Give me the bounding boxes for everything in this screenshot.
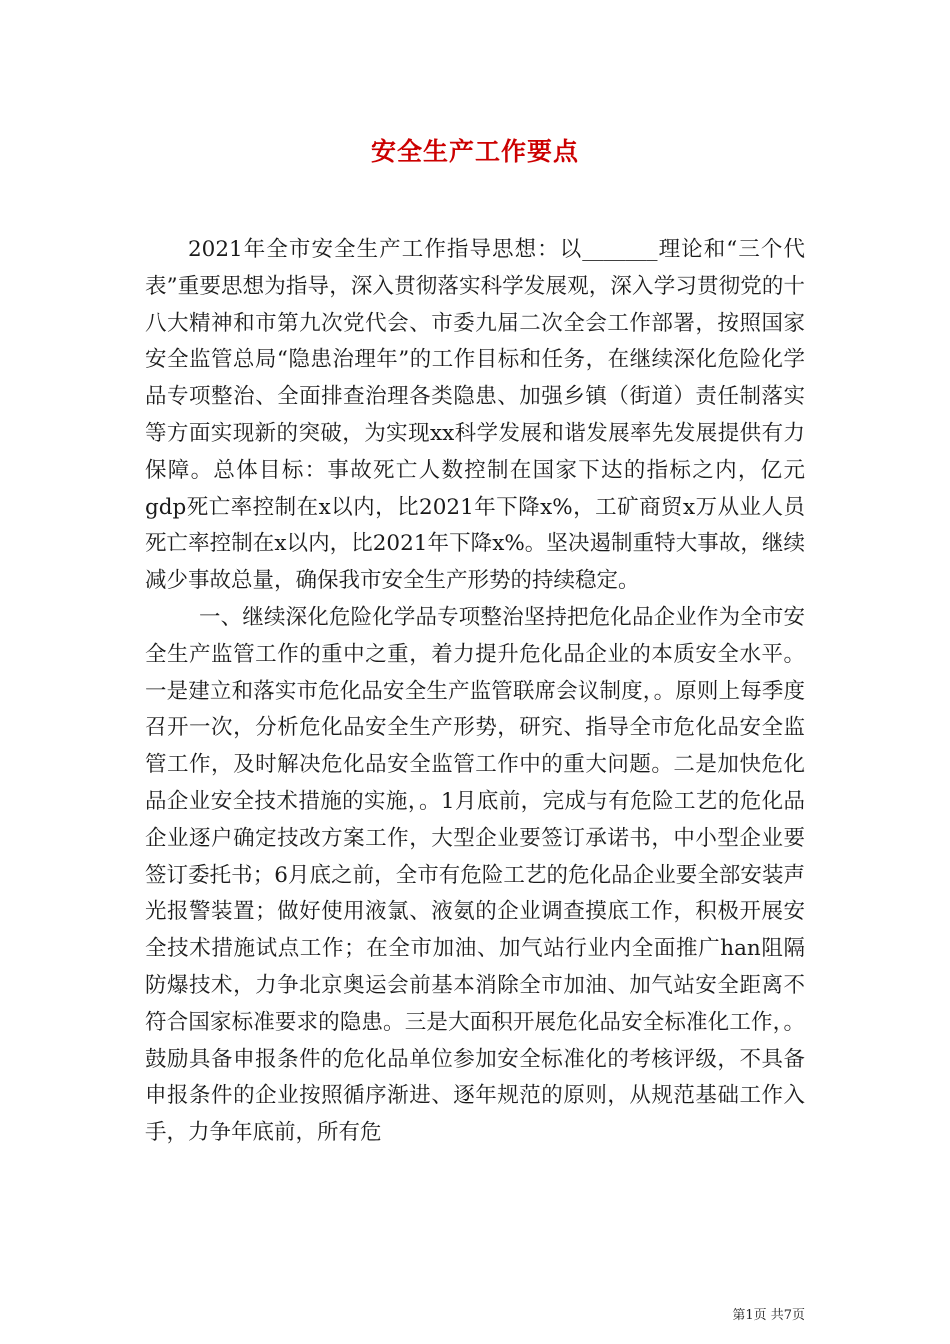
paragraph-section-one: 一、继续深化危险化学品专项整治坚持把危化品企业作为全市安全生产监管工作的重中之重，着力提升危化品企业的本质安全水平。一是建立和落实市危化品安全生产监管联席会议制度，。原则上每季度召开一次，分析危化品安全生产形势，研究、指导全市危化品安全监管工作，及时解决危化品安全监管工作中的重大问题。二是加快危化品企业安全技术措施的实施，。1月底前，完成与有危险工艺的危化品企业逐户确定技改方案工作，大型企业要签订承诺书，中小型企业要签订委托书；6月底之前，全市有危险工艺的危化品企业要全部安装声光报警装置；做好使用液氯、液氨的企业调查摸底工作，积极开展安全技术措施试点工作；在全市加油、加气站行业内全面推广han阻隔防爆技术，力争北京奥运会前基本消除全市加油、加气站安全距离不符合国家标准要求的隐患。三是大面积开展危化品安全标准化工作，。鼓励具备申报条件的危化品单位参加安全标准化的考核评级，不具备申报条件的企业按照循序渐进、逐年规范的原则，从规范基础工作入手，力争年底前，所有危 (145, 604, 805, 1146)
page-number: 第1页 共7页 (732, 1308, 805, 1323)
document-title: 安全生产工作要点 (370, 137, 579, 166)
document-body (145, 232, 805, 1152)
paragraph-guiding-thought: 2021年全市安全生产工作指导思想：以_______理论和“三个代表”重要思想为指导，深入贯彻落实科学发展观，深入学习贯彻党的十八大精神和市第九次党代会、市委九届二次全会工作部署，按照国家安全监管总局“隐患治理年”的工作目标和任务，在继续深化危险化学品专项整治、全面排查治理各类隐患、加强乡镇（街道）责任制落实等方面实现新的突破，为实现xx科学发展和谐发展率先发展提供有力保障。总体目标：事故死亡人数控制在国家下达的指标之内，亿元gdp死亡率控制在x以内，比2021年下降x%，工矿商贸x万从业人员死亡率控制在x以内，比2021年下降x%。坚决遏制重特大事故，继续减少事故总量，确保我市安全生产形势的持续稳定。 (145, 237, 805, 594)
